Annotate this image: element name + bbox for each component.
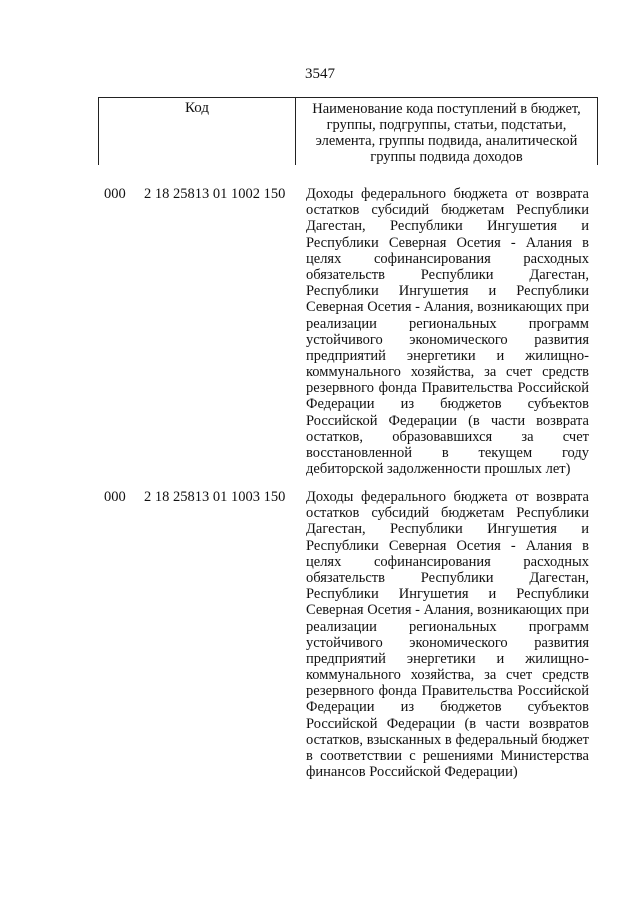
- description-line: реализации региональных программ: [306, 618, 589, 635]
- description-line: обязательств Республики Дагестан,: [306, 266, 589, 283]
- description-line: Дагестан, Республики Ингушетия и: [306, 218, 589, 235]
- header-code-column: Код: [99, 98, 296, 165]
- description-line: Доходы федерального бюджета от возврата: [306, 186, 589, 202]
- header-name-column: [296, 98, 597, 165]
- admin-code: 000: [104, 489, 126, 505]
- description-line: Северная Осетия - Алания, возникающих при: [306, 602, 590, 619]
- header-name-line: Наименование кода поступлений в бюджет,: [312, 101, 581, 117]
- page-number: 3547: [305, 66, 335, 82]
- description-line: целях софинансирования расходных: [306, 553, 589, 570]
- description-line: устойчивого экономического развития: [306, 331, 589, 348]
- revenue-code: 2 18 25813 01 1002 150: [144, 186, 286, 202]
- description-line: Республики Северная Осетия - Алания в: [306, 537, 589, 554]
- description-line: резервного фонда Правительства Российской: [306, 683, 589, 700]
- description-line: коммунального хозяйства, за счет средств: [306, 667, 589, 684]
- description-line: Федерации из бюджетов субъектов: [306, 699, 589, 716]
- description-line: целях софинансирования расходных: [306, 250, 589, 267]
- description-line: резервного фонда Правительства Российской: [306, 380, 589, 397]
- header-name-line: группы подвида доходов: [370, 149, 523, 165]
- description-line: предприятий энергетики и жилищно-: [306, 347, 589, 364]
- description-line: устойчивого экономического развития: [306, 634, 589, 651]
- description-line: восстановленной в текущем году: [306, 445, 589, 461]
- description-line: в соответствии с решениями Министерства: [306, 748, 589, 764]
- header-name-line: элемента, группы подвида, аналитической: [315, 133, 578, 149]
- description-line: Северная Осетия - Алания, возникающих при: [306, 299, 590, 316]
- description-line: Федерации из бюджетов субъектов: [306, 396, 589, 413]
- description-line: предприятий энергетики и жилищно-: [306, 650, 589, 667]
- header-name-line: группы, подгруппы, статьи, подстатьи,: [326, 117, 567, 133]
- description-line: обязательств Республики Дагестан,: [306, 569, 589, 586]
- revenue-description: [306, 186, 589, 477]
- description-line: Республики Ингушетия и Республики: [306, 586, 589, 603]
- description-line: реализации региональных программ: [306, 315, 589, 332]
- description-line: Дагестан, Республики Ингушетия и: [306, 521, 589, 538]
- description-line: остатков, взысканных в федеральный бюджет: [306, 731, 589, 748]
- table-header: [98, 97, 598, 165]
- description-line: остатков, образовавшихся за счет: [306, 428, 589, 445]
- revenue-description: [306, 489, 589, 780]
- description-line: Доходы федерального бюджета от возврата: [306, 489, 589, 505]
- description-line: Республики Северная Осетия - Алания в: [306, 234, 589, 251]
- description-line: остатков субсидий бюджетам Республики: [306, 202, 589, 219]
- description-line: Российской Федерации (в части возвратов: [306, 715, 589, 732]
- description-line: финансов Российской Федерации): [306, 764, 518, 781]
- description-line: коммунального хозяйства, за счет средств: [306, 364, 589, 381]
- revenue-code: 2 18 25813 01 1003 150: [144, 489, 286, 505]
- admin-code: 000: [104, 186, 126, 202]
- description-line: остатков субсидий бюджетам Республики: [306, 505, 589, 522]
- description-line: Российской Федерации (в части возврата: [306, 412, 589, 429]
- description-line: Республики Ингушетия и Республики: [306, 283, 589, 300]
- description-line: дебиторской задолженности прошлых лет): [306, 461, 571, 478]
